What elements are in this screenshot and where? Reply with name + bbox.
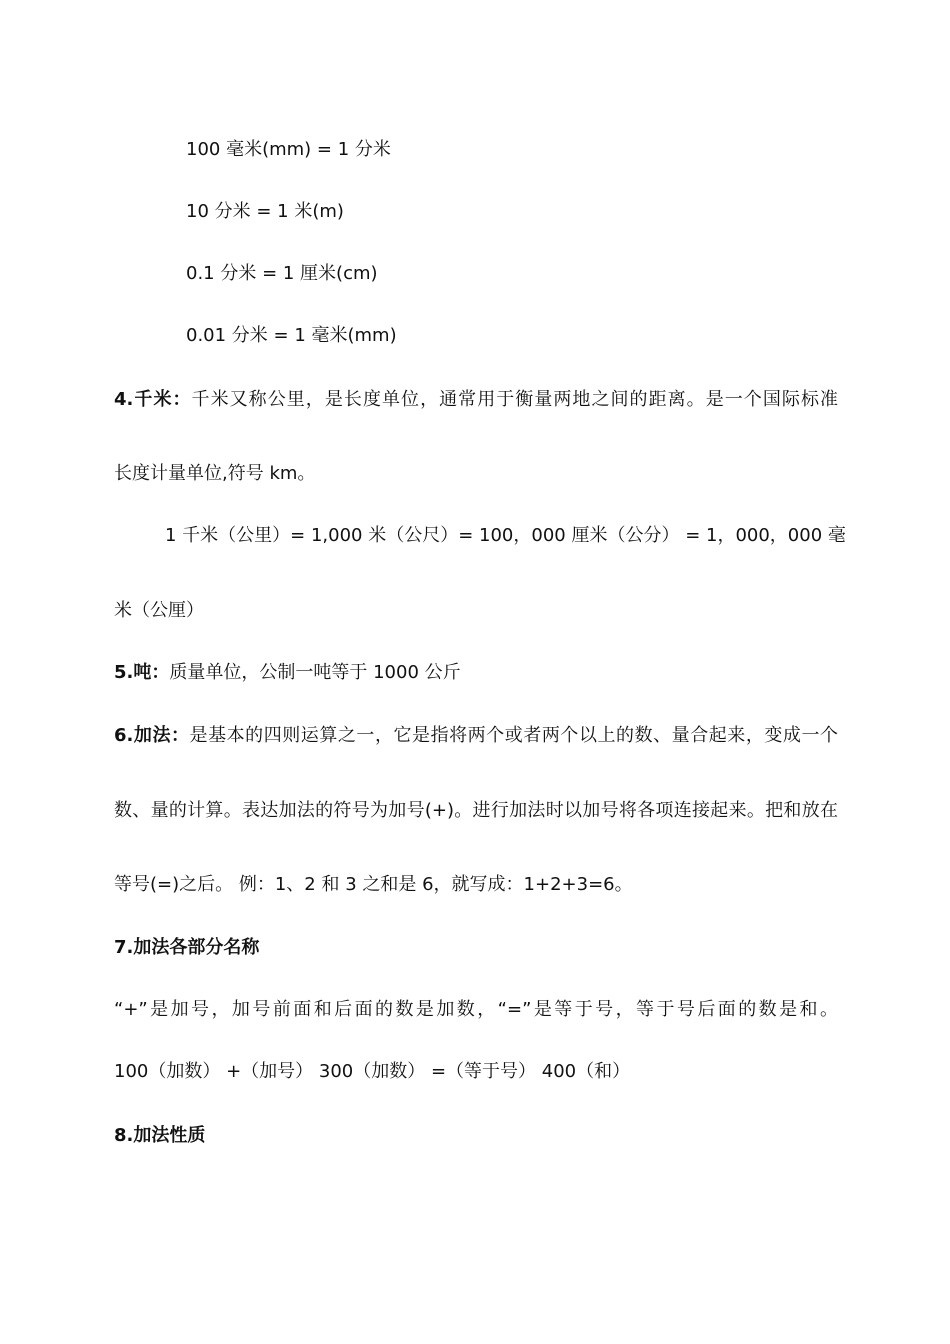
section-6-paragraph-line-3: 等号(=)之后。 例：1、2 和 3 之和是 6，就写成：1+2+3=6。 xyxy=(114,874,633,895)
conversion-line-mm-dm: 100 毫米(mm) = 1 分米 xyxy=(186,139,391,160)
section-5-paragraph xyxy=(114,661,461,685)
section-6-paragraph-line-1 xyxy=(114,724,838,748)
conversion-line-dm-m: 10 分米 = 1 米(m) xyxy=(186,201,344,222)
section-4-heading: 4.千米： xyxy=(114,389,192,410)
section-4-equation-line-1: 1 千米（公里）= 1,000 米（公尺）= 100，000 厘米（公分） = 1，000，000 毫 xyxy=(165,525,846,546)
section-4-paragraph-line-1 xyxy=(114,388,838,412)
section-4-paragraph-line-2: 长度计量单位,符号 km。 xyxy=(114,463,316,484)
section-4-equation-line-2: 米（公厘） xyxy=(114,600,204,621)
section-7-example: 100（加数） +（加号） 300（加数） =（等于号） 400（和） xyxy=(114,1061,631,1082)
section-5-text: 质量单位，公制一吨等于 1000 公斤 xyxy=(169,662,461,683)
conversion-line-dm-cm: 0.1 分米 = 1 厘米(cm) xyxy=(186,263,378,284)
section-6-heading: 6.加法： xyxy=(114,725,190,746)
section-7-heading: 7.加法各部分名称 xyxy=(114,937,260,958)
section-4-text: 千米又称公里，是长度单位，通常用于衡量两地之间的距离。是一个国际标准 xyxy=(191,389,838,410)
section-6-paragraph-line-2: 数、量的计算。表达加法的符号为加号(+)。进行加法时以加号将各项连接起来。把和放在 xyxy=(114,800,838,821)
section-5-heading: 5.吨： xyxy=(114,662,170,683)
section-8-heading: 8.加法性质 xyxy=(114,1125,206,1146)
section-7-paragraph: “+”是加号，加号前面和后面的数是加数，“=”是等于号，等于号后面的数是和。 xyxy=(114,999,838,1020)
section-6-text-1: 是基本的四则运算之一，它是指将两个或者两个以上的数、量合起来，变成一个 xyxy=(189,725,838,746)
conversion-line-dm-mm: 0.01 分米 = 1 毫米(mm) xyxy=(186,325,397,346)
